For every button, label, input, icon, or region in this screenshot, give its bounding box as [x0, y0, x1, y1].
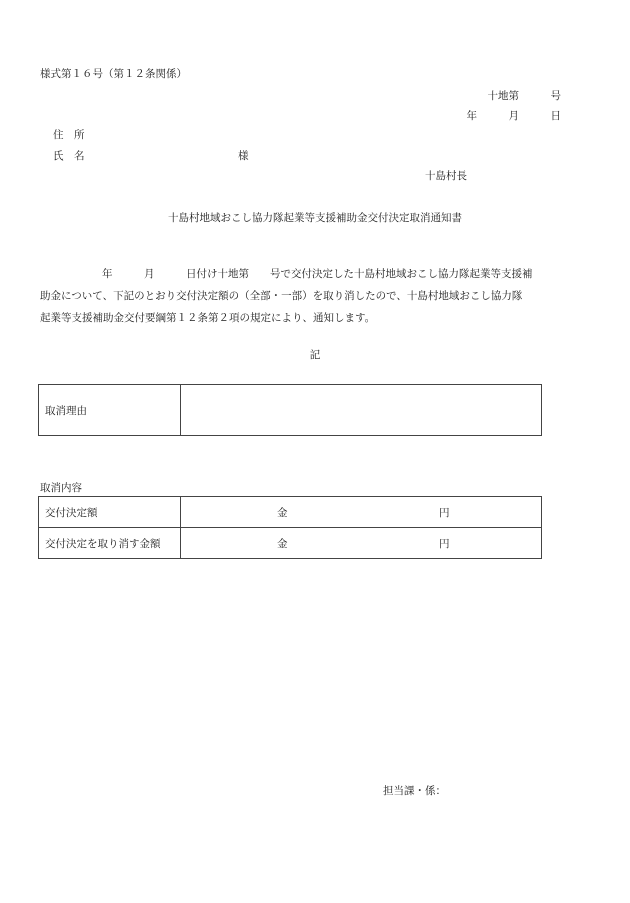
cancel-row-amount [181, 528, 542, 559]
cancel-row-label: 交付決定を取り消す金額 [39, 528, 181, 559]
table-row [39, 528, 542, 559]
kin-mark: 金 [277, 507, 288, 519]
cancel-table [38, 496, 542, 559]
ki-mark: 記 [309, 349, 321, 361]
reason-value [181, 385, 542, 436]
yen-mark: 円 [439, 507, 450, 519]
yen-mark: 円 [439, 538, 450, 550]
document-date: 年 月 日 [466, 110, 561, 122]
cancel-row-amount [181, 497, 542, 528]
name-label: 氏 名 [53, 150, 85, 162]
cancel-row-label: 交付決定額 [39, 497, 181, 528]
reason-table [38, 384, 542, 436]
address-label: 住 所 [53, 129, 85, 141]
table-row [39, 497, 542, 528]
sender-title: 十島村長 [425, 170, 467, 182]
honorific: 様 [238, 150, 249, 162]
cancel-section-heading: 取消内容 [40, 482, 82, 494]
reason-label: 取消理由 [39, 385, 181, 436]
document-title: 十島村地域おこし協力隊起業等支援補助金交付決定取消通知書 [168, 212, 462, 224]
kin-mark: 金 [277, 538, 288, 550]
body-line-3: 起業等支援補助金交付要綱第１２条第２項の規定により、通知します。 [40, 312, 376, 324]
document-number: 十地第 号 [487, 90, 561, 102]
body-line-2: 助金について、下記のとおり交付決定額の（全部・一部）を取り消したので、十島村地域おこし協力隊 [40, 290, 523, 302]
body-line-1: 年 月 日付け十地第 号で交付決定した十島村地域おこし協力隊起業等支援補 [102, 268, 533, 280]
contact-label: 担当課・係： [383, 785, 446, 797]
form-number: 様式第１６号（第１２条関係） [40, 68, 187, 80]
